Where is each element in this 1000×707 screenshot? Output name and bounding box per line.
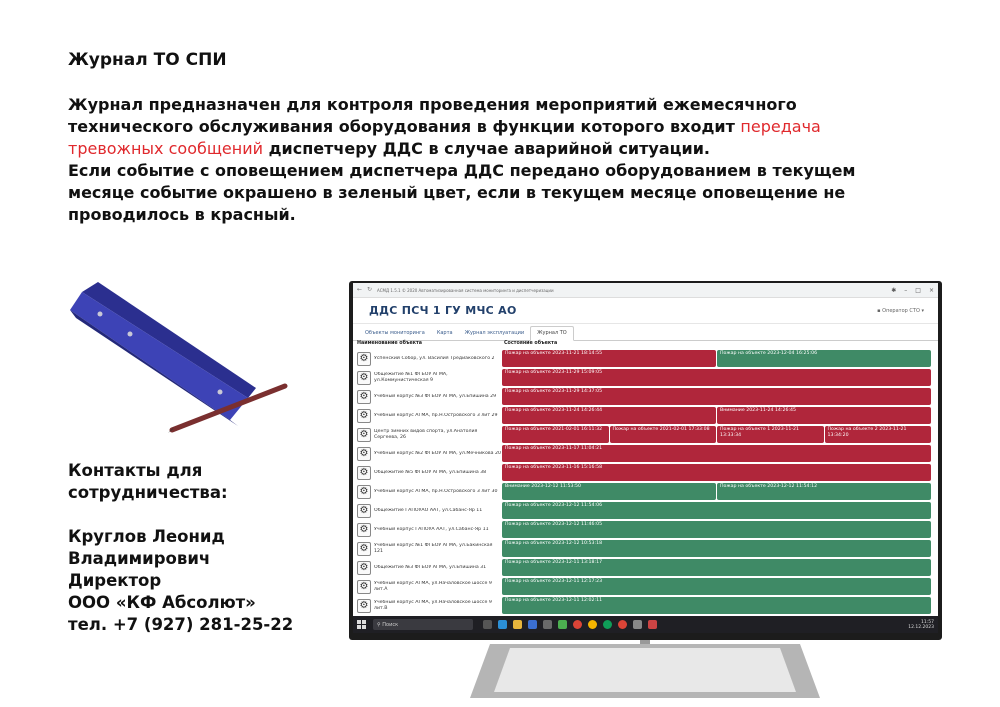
object-cell <box>355 463 502 482</box>
contact-phone: тел. +7 (927) 281-25-22 <box>68 615 294 634</box>
chevron-down-icon: ▾ <box>919 307 924 314</box>
table-row[interactable] <box>355 482 931 501</box>
object-cell <box>355 349 502 368</box>
table-row[interactable] <box>355 368 931 387</box>
events-cell <box>502 596 931 615</box>
tab-operation-log[interactable]: Журнал эксплуатации <box>464 330 525 336</box>
table-body <box>355 349 931 615</box>
object-cell <box>355 387 502 406</box>
table-row[interactable] <box>355 444 931 463</box>
operator-label: Оператор СТО <box>882 307 920 314</box>
contacts-heading-1: Контакты для <box>68 461 203 480</box>
gear-icon[interactable]: ⚙ <box>357 409 371 423</box>
chrome-icon[interactable] <box>573 620 582 629</box>
events-cell <box>502 349 931 368</box>
chrome-icon-2[interactable] <box>588 620 597 629</box>
object-cell <box>355 425 502 444</box>
events-cell <box>502 425 931 444</box>
object-cell <box>355 520 502 539</box>
event-badge[interactable]: Пожар на объекте 2021-02-01 17:33:08 <box>610 426 717 443</box>
object-name: Общежитие №3 ФГБОУ АГМА, ул.Епишина 31 <box>374 564 487 570</box>
object-name: Общежитие ГАПОУАО ААТ, ул.Сабанс-Яр 11 <box>374 507 483 513</box>
table-row[interactable] <box>355 387 931 406</box>
object-cell <box>355 406 502 425</box>
table-row[interactable] <box>355 577 931 596</box>
events-cell <box>502 501 931 520</box>
event-badge[interactable]: Пожар на объекте 2023-12-12 10:53:18 <box>502 540 931 557</box>
user-icon: ▪ <box>877 307 883 314</box>
event-badge[interactable]: Пожар на объекте 2023-12-12 11:54:06 <box>502 502 931 519</box>
tab-bar <box>353 324 938 341</box>
object-name: Учебный корпус АГМА, ул.Началовское шоссе 9 лит.А <box>374 580 492 592</box>
app-icon-3[interactable] <box>648 620 657 629</box>
event-badge[interactable]: Пожар на объекте 2023-12-11 12:17:23 <box>502 578 931 595</box>
event-badge[interactable]: Пожар на объекте 2 2023-11-21 13:34:20 <box>825 426 932 443</box>
gear-icon[interactable]: ⚙ <box>357 447 371 461</box>
edge-icon[interactable] <box>498 620 507 629</box>
object-name: Учебный корпус №1 ФГБОУ АГМА, ул.Бакинская 121 <box>374 542 493 554</box>
search-icon: ⚲ <box>377 621 383 628</box>
object-cell <box>355 501 502 520</box>
table-row[interactable] <box>355 596 931 615</box>
event-badge[interactable]: Пожар на объекте 2023-12-12 11:54:12 <box>717 483 931 500</box>
gear-icon[interactable]: ⚙ <box>357 466 371 480</box>
event-badge[interactable]: Пожар на объекте 2021-02-01 16:11:32 <box>502 426 609 443</box>
event-badge[interactable]: Пожар на объекте 2023-11-21 18:14:55 <box>502 350 716 367</box>
contact-name-2: Владимирович <box>68 549 211 568</box>
gear-icon[interactable]: ⚙ <box>357 542 371 556</box>
events-cell <box>502 463 931 482</box>
tab-objects[interactable]: Объекты мониторинга <box>365 330 425 336</box>
table-row[interactable] <box>355 539 931 558</box>
table-row[interactable] <box>355 558 931 577</box>
reload-icon[interactable]: ↻ <box>367 286 373 293</box>
events-cell <box>502 539 931 558</box>
table-header <box>355 341 931 349</box>
description-text-3: Если событие с оповещением диспетчера ДДС передано оборудованием в текущем месяце событие окрашено в зеленый цвет, если в текущем месяце оповещение не проводилось в красный. <box>68 161 856 224</box>
object-name: Учебный корпус АГМА, ул.Началовское шоссе 9 лит.В <box>374 599 492 611</box>
binder-illustration <box>70 270 300 450</box>
object-name: Центр зимних видов спорта, ул.Анатолия Сергеева, 26 <box>374 428 478 440</box>
object-name: Учебный корпус АГМА, пр.Н.Островского 3 лит 29 <box>374 412 498 418</box>
gear-icon[interactable]: ⚙ <box>357 485 371 499</box>
object-name: Успенский Собор, ул. Василия Тредиаковского 2 <box>374 355 495 361</box>
object-name: Общежитие №5 ФГБОУ АГМА, ул.Епишина 38 <box>374 469 487 475</box>
description-text-1: Журнал предназначен для контроля проведения мероприятий ежемесячного технического обслуживания оборудования в функции которого входит <box>68 95 797 136</box>
object-cell <box>355 482 502 501</box>
taskbar-clock[interactable] <box>908 620 934 630</box>
gear-icon[interactable]: ⚙ <box>357 428 371 442</box>
close-icon[interactable]: × <box>928 286 934 294</box>
extension-icon[interactable]: ✱ <box>891 286 897 294</box>
table-row[interactable] <box>355 425 931 444</box>
events-cell <box>502 444 931 463</box>
chrome-icon-3[interactable] <box>603 620 612 629</box>
gear-icon[interactable]: ⚙ <box>357 371 371 385</box>
events-cell <box>502 520 931 539</box>
contacts-heading-2: сотрудничества: <box>68 483 228 502</box>
gear-icon[interactable]: ⚙ <box>357 561 371 575</box>
events-cell <box>502 387 931 406</box>
monitor-stand <box>470 642 820 700</box>
event-badge[interactable]: Пожар на объекте 2023-11-29 14:37:05 <box>502 388 931 405</box>
mail-icon[interactable] <box>528 620 537 629</box>
operator-menu[interactable] <box>877 308 924 314</box>
object-cell <box>355 558 502 577</box>
object-cell <box>355 577 502 596</box>
contacts-block <box>68 460 338 636</box>
taskbar <box>353 616 938 633</box>
event-badge[interactable]: Пожар на объекте 2023-12-11 12:02:11 <box>502 597 931 614</box>
event-badge[interactable]: Пожар на объекте 2023-12-04 16:25:06 <box>717 350 931 367</box>
app-icon-2[interactable] <box>633 620 642 629</box>
object-cell <box>355 368 502 387</box>
event-badge[interactable]: Пожар на объекте 2023-11-29 15:09:05 <box>502 369 931 386</box>
app-icon[interactable] <box>558 620 567 629</box>
object-cell <box>355 539 502 558</box>
event-badge[interactable]: Пожар на объекте 2023-12-12 11:46:05 <box>502 521 931 538</box>
description-text-2: диспетчеру ДДС в случае аварийной ситуации. <box>263 139 710 158</box>
events-cell <box>502 577 931 596</box>
contact-position: Директор <box>68 571 162 590</box>
event-badge[interactable]: Внимание 2023-11-24 14:26:45 <box>717 407 931 424</box>
minimize-icon[interactable]: – <box>904 286 908 294</box>
table-row[interactable] <box>355 520 931 539</box>
taskbar-search[interactable] <box>373 619 473 630</box>
gear-icon[interactable]: ⚙ <box>357 523 371 537</box>
contact-company: ООО «КФ Абсолют» <box>68 593 256 612</box>
table-row[interactable] <box>355 463 931 482</box>
tab-map[interactable]: Карта <box>436 330 453 336</box>
monitor-screen <box>353 283 938 633</box>
windows-start-icon[interactable] <box>357 620 367 630</box>
object-cell <box>355 596 502 615</box>
col-header-state: Состояние объекта <box>504 341 558 346</box>
event-badge[interactable]: Пожар на объекте 2023-12-11 13:18:17 <box>502 559 931 576</box>
gear-icon[interactable]: ⚙ <box>357 504 371 518</box>
events-cell <box>502 368 931 387</box>
events-cell <box>502 558 931 577</box>
object-name: Учебный корпус АГМА, пр.Н.Островского 3 лит 30 <box>374 488 498 494</box>
taskbar-date: 12.12.2023 <box>908 624 934 630</box>
maintenance-table <box>355 341 931 615</box>
event-badge[interactable]: Пожар на объекте 2023-11-17 11:04:21 <box>502 445 931 462</box>
app-title: ДДС ПСЧ 1 ГУ МЧС АО <box>369 304 517 317</box>
taskbar-apps <box>483 620 657 629</box>
gear-icon[interactable]: ⚙ <box>357 599 371 613</box>
events-cell <box>502 406 931 425</box>
object-name: Учебный корпус №2 ФГБОУ АГМА, ул.Мечникова 20 <box>374 450 501 456</box>
object-name: Учебный корпус №3 ФГБОУ АГМА, ул.Епишина 29 <box>374 393 497 399</box>
events-cell <box>502 482 931 501</box>
back-icon[interactable]: ← <box>357 286 363 293</box>
gear-icon[interactable]: ⚙ <box>357 580 371 594</box>
folder-icon[interactable] <box>513 620 522 629</box>
page-description <box>68 94 898 226</box>
taskbar-search-label: Поиск <box>382 621 399 628</box>
col-header-name: Наименование объекта <box>357 341 423 346</box>
event-badge[interactable]: Внимание 2023-12-12 11:53:50 <box>502 483 716 500</box>
page-title: Журнал ТО СПИ <box>68 50 227 70</box>
browser-bar <box>353 283 938 298</box>
table-row[interactable] <box>355 349 931 368</box>
store-icon[interactable] <box>543 620 552 629</box>
maximize-icon[interactable]: □ <box>915 286 921 294</box>
event-badge[interactable]: Пожар на объекте 1 2023-11-21 13:33:34 <box>717 426 824 443</box>
object-name: Общежитие №1 ФГБОУ АГМА, ул.Коммунистическая 9 <box>374 371 448 383</box>
object-name: Учебный корпус ГАПОУА ААТ, ул.Сабанс-Яр 11 <box>374 526 489 532</box>
table-row[interactable] <box>355 406 931 425</box>
gear-icon[interactable]: ⚙ <box>357 390 371 404</box>
app-header <box>353 298 938 324</box>
object-cell <box>355 444 502 463</box>
contact-name-1: Круглов Леонид <box>68 527 225 546</box>
taskview-icon[interactable] <box>483 620 492 629</box>
browser-url[interactable]: АСМД 1.5.1 © 2020 Автоматизированная система мониторинга и диспетчеризации <box>377 287 554 293</box>
description-highlight: передача тревожных сообщений <box>68 117 821 158</box>
table-row[interactable] <box>355 501 931 520</box>
event-badge[interactable]: Пожар на объекте 2023-11-16 15:16:58 <box>502 464 931 481</box>
chrome-icon-4[interactable] <box>618 620 627 629</box>
gear-icon[interactable]: ⚙ <box>357 352 371 366</box>
tab-maintenance-log[interactable]: Журнал ТО <box>530 326 574 341</box>
event-badge[interactable]: Пожар на объекте 2023-11-24 14:26:44 <box>502 407 716 424</box>
taskbar-time: 11:57 <box>921 619 934 625</box>
